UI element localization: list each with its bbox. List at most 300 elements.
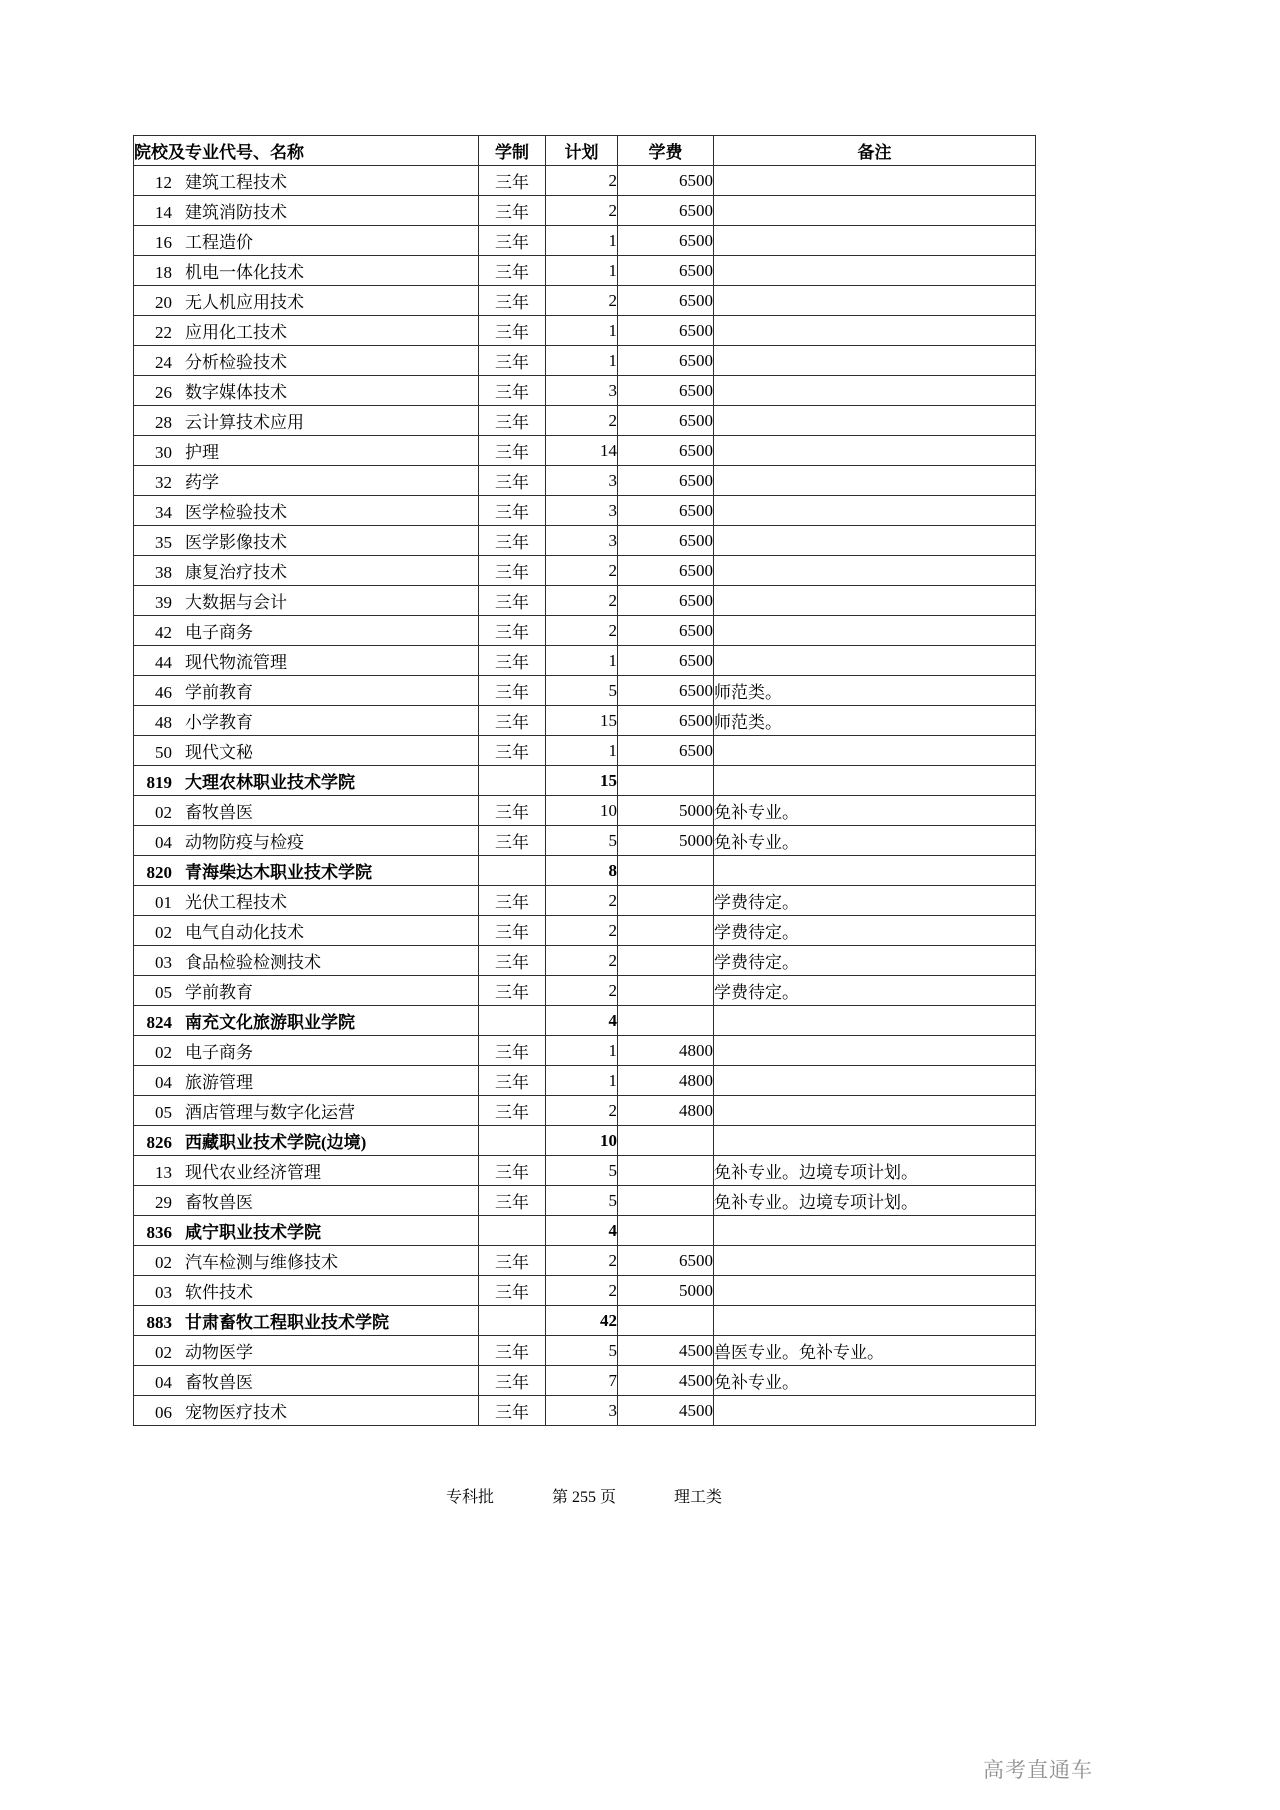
duration-cell: 三年	[479, 196, 546, 226]
tuition-cell: 6500	[618, 676, 714, 706]
major-code: 04	[155, 1073, 172, 1092]
major-row	[134, 946, 1036, 976]
major-row	[134, 1186, 1036, 1216]
plan-cell: 4	[546, 1006, 618, 1036]
duration-cell: 三年	[479, 406, 546, 436]
major-name: 大数据与会计	[185, 593, 287, 612]
major-row	[134, 316, 1036, 346]
tuition-cell: 6500	[618, 586, 714, 616]
code-name-cell	[134, 166, 479, 196]
major-code: 13	[155, 1163, 172, 1182]
code-name-cell	[134, 1126, 479, 1156]
plan-cell: 15	[546, 706, 618, 736]
major-name: 工程造价	[185, 233, 253, 252]
major-name: 酒店管理与数字化运营	[185, 1103, 355, 1122]
code-name-cell	[134, 706, 479, 736]
plan-cell: 3	[546, 466, 618, 496]
tuition-cell: 6500	[618, 526, 714, 556]
tuition-cell: 6500	[618, 346, 714, 376]
note-cell	[714, 1036, 1036, 1066]
institution-row	[134, 766, 1036, 796]
major-name: 现代物流管理	[185, 653, 287, 672]
plan-cell: 5	[546, 826, 618, 856]
note-cell	[714, 406, 1036, 436]
note-cell	[714, 256, 1036, 286]
plan-cell: 8	[546, 856, 618, 886]
code-name-cell	[134, 886, 479, 916]
major-name: 无人机应用技术	[185, 293, 304, 312]
footer-batch: 专科批	[445, 1489, 494, 1506]
plan-cell: 1	[546, 646, 618, 676]
plan-cell: 2	[546, 976, 618, 1006]
tuition-cell	[618, 1156, 714, 1186]
major-row	[134, 1156, 1036, 1186]
major-name: 畜牧兽医	[185, 803, 253, 822]
code-name-cell	[134, 1246, 479, 1276]
plan-cell: 14	[546, 436, 618, 466]
major-name: 云计算技术应用	[185, 413, 304, 432]
duration-cell: 三年	[479, 616, 546, 646]
plan-cell: 2	[546, 946, 618, 976]
header-plan: 计划	[546, 136, 618, 166]
major-row	[134, 916, 1036, 946]
duration-cell: 三年	[479, 346, 546, 376]
tuition-cell: 6500	[618, 256, 714, 286]
note-cell: 免补专业。	[714, 1366, 1036, 1396]
header-code-name: 院校及专业代号、名称	[134, 136, 479, 166]
major-row	[134, 1096, 1036, 1126]
major-row	[134, 976, 1036, 1006]
major-row	[134, 286, 1036, 316]
note-cell: 学费待定。	[714, 976, 1036, 1006]
major-row	[134, 556, 1036, 586]
institution-name: 大理农林职业技术学院	[185, 773, 355, 792]
tuition-cell: 6500	[618, 616, 714, 646]
institution-row	[134, 1306, 1036, 1336]
code-name-cell	[134, 826, 479, 856]
plan-cell: 2	[546, 406, 618, 436]
major-code: 50	[155, 743, 172, 762]
tuition-cell	[618, 1126, 714, 1156]
major-row	[134, 1036, 1036, 1066]
major-name: 学前教育	[185, 683, 253, 702]
duration-cell: 三年	[479, 1336, 546, 1366]
major-code: 02	[155, 1343, 172, 1362]
duration-cell: 三年	[479, 496, 546, 526]
tuition-cell: 4800	[618, 1066, 714, 1096]
code-name-cell	[134, 646, 479, 676]
duration-cell: 三年	[479, 556, 546, 586]
tuition-cell: 6500	[618, 1246, 714, 1276]
tuition-cell: 6500	[618, 226, 714, 256]
duration-cell: 三年	[479, 646, 546, 676]
major-name: 汽车检测与维修技术	[185, 1253, 338, 1272]
tuition-cell: 6500	[618, 706, 714, 736]
code-name-cell	[134, 1276, 479, 1306]
major-code: 32	[155, 473, 172, 492]
major-row	[134, 1336, 1036, 1366]
plan-cell: 10	[546, 1126, 618, 1156]
code-name-cell	[134, 1036, 479, 1066]
major-row	[134, 586, 1036, 616]
major-name: 光伏工程技术	[185, 893, 287, 912]
code-name-cell	[134, 1186, 479, 1216]
major-name: 软件技术	[185, 1283, 253, 1302]
duration-cell: 三年	[479, 886, 546, 916]
major-code: 34	[155, 503, 172, 522]
institution-name: 甘肃畜牧工程职业技术学院	[185, 1313, 389, 1332]
note-cell: 免补专业。	[714, 826, 1036, 856]
duration-cell: 三年	[479, 1096, 546, 1126]
header-note: 备注	[714, 136, 1036, 166]
plan-cell: 1	[546, 1066, 618, 1096]
major-row	[134, 346, 1036, 376]
tuition-cell: 4800	[618, 1096, 714, 1126]
duration-cell: 三年	[479, 1066, 546, 1096]
plan-cell: 42	[546, 1306, 618, 1336]
major-name: 建筑消防技术	[185, 203, 287, 222]
major-name: 动物医学	[185, 1343, 253, 1362]
note-cell: 学费待定。	[714, 886, 1036, 916]
duration-cell: 三年	[479, 796, 546, 826]
duration-cell: 三年	[479, 1186, 546, 1216]
major-code: 29	[155, 1193, 172, 1212]
institution-code: 824	[146, 1013, 172, 1032]
note-cell: 免补专业。	[714, 796, 1036, 826]
code-name-cell	[134, 616, 479, 646]
code-name-cell	[134, 1156, 479, 1186]
major-code: 05	[155, 983, 172, 1002]
note-cell	[714, 856, 1036, 886]
major-row	[134, 466, 1036, 496]
major-code: 03	[155, 953, 172, 972]
major-code: 02	[155, 1253, 172, 1272]
code-name-cell	[134, 1306, 479, 1336]
plan-cell: 5	[546, 1336, 618, 1366]
major-code: 02	[155, 1043, 172, 1062]
institution-code: 826	[146, 1133, 172, 1152]
major-code: 04	[155, 1373, 172, 1392]
major-name: 电子商务	[185, 1043, 253, 1062]
major-row	[134, 1276, 1036, 1306]
major-code: 02	[155, 923, 172, 942]
admission-plan-table	[133, 135, 1036, 1426]
major-code: 20	[155, 293, 172, 312]
major-code: 39	[155, 593, 172, 612]
duration-cell: 三年	[479, 226, 546, 256]
note-cell	[714, 376, 1036, 406]
duration-cell: 三年	[479, 1276, 546, 1306]
footer-page: 第 255 页	[551, 1489, 616, 1506]
note-cell	[714, 586, 1036, 616]
duration-cell: 三年	[479, 826, 546, 856]
duration-cell: 三年	[479, 946, 546, 976]
note-cell: 师范类。	[714, 676, 1036, 706]
duration-cell: 三年	[479, 286, 546, 316]
watermark: 高考直通车	[983, 1759, 1093, 1782]
code-name-cell	[134, 1066, 479, 1096]
tuition-cell	[618, 886, 714, 916]
tuition-cell: 6500	[618, 736, 714, 766]
major-name: 电子商务	[185, 623, 253, 642]
plan-cell: 2	[546, 556, 618, 586]
duration-cell: 三年	[479, 916, 546, 946]
tuition-cell	[618, 1306, 714, 1336]
plan-cell: 3	[546, 526, 618, 556]
code-name-cell	[134, 946, 479, 976]
table-body	[134, 166, 1036, 1426]
code-name-cell	[134, 1396, 479, 1426]
duration-cell: 三年	[479, 166, 546, 196]
major-code: 35	[155, 533, 172, 552]
tuition-cell: 4500	[618, 1396, 714, 1426]
note-cell: 学费待定。	[714, 916, 1036, 946]
major-code: 04	[155, 833, 172, 852]
code-name-cell	[134, 526, 479, 556]
major-code: 44	[155, 653, 172, 672]
note-cell: 师范类。	[714, 706, 1036, 736]
major-code: 18	[155, 263, 172, 282]
duration-cell: 三年	[479, 1366, 546, 1396]
major-row	[134, 796, 1036, 826]
major-row	[134, 166, 1036, 196]
major-row	[134, 706, 1036, 736]
duration-cell: 三年	[479, 526, 546, 556]
note-cell	[714, 316, 1036, 346]
major-code: 02	[155, 803, 172, 822]
plan-cell: 2	[546, 916, 618, 946]
note-cell	[714, 196, 1036, 226]
duration-cell	[479, 1006, 546, 1036]
code-name-cell	[134, 556, 479, 586]
page-footer	[133, 1484, 1035, 1507]
major-code: 42	[155, 623, 172, 642]
tuition-cell	[618, 916, 714, 946]
major-row	[134, 1366, 1036, 1396]
duration-cell	[479, 856, 546, 886]
note-cell	[714, 1216, 1036, 1246]
note-cell	[714, 1006, 1036, 1036]
institution-row	[134, 1126, 1036, 1156]
code-name-cell	[134, 1006, 479, 1036]
header-row	[134, 136, 1036, 166]
plan-cell: 2	[546, 1246, 618, 1276]
code-name-cell	[134, 376, 479, 406]
plan-cell: 1	[546, 256, 618, 286]
major-row	[134, 226, 1036, 256]
major-name: 康复治疗技术	[185, 563, 287, 582]
tuition-cell: 4800	[618, 1036, 714, 1066]
duration-cell	[479, 1126, 546, 1156]
major-name: 现代农业经济管理	[185, 1163, 321, 1182]
code-name-cell	[134, 466, 479, 496]
note-cell	[714, 736, 1036, 766]
note-cell	[714, 436, 1036, 466]
major-row	[134, 826, 1036, 856]
major-name: 医学检验技术	[185, 503, 287, 522]
code-name-cell	[134, 436, 479, 466]
major-name: 现代文秘	[185, 743, 253, 762]
major-row	[134, 676, 1036, 706]
major-row	[134, 376, 1036, 406]
note-cell	[714, 526, 1036, 556]
note-cell: 免补专业。边境专项计划。	[714, 1156, 1036, 1186]
duration-cell: 三年	[479, 376, 546, 406]
major-code: 30	[155, 443, 172, 462]
major-code: 48	[155, 713, 172, 732]
code-name-cell	[134, 976, 479, 1006]
major-name: 应用化工技术	[185, 323, 287, 342]
institution-row	[134, 1216, 1036, 1246]
major-row	[134, 616, 1036, 646]
footer-category: 理工类	[674, 1489, 723, 1506]
major-code: 46	[155, 683, 172, 702]
duration-cell: 三年	[479, 1156, 546, 1186]
tuition-cell	[618, 976, 714, 1006]
institution-code: 883	[146, 1313, 172, 1332]
institution-code: 819	[146, 773, 172, 792]
tuition-cell: 6500	[618, 496, 714, 526]
note-cell: 免补专业。边境专项计划。	[714, 1186, 1036, 1216]
plan-cell: 2	[546, 586, 618, 616]
major-row	[134, 406, 1036, 436]
institution-name: 咸宁职业技术学院	[185, 1223, 321, 1242]
code-name-cell	[134, 316, 479, 346]
major-row	[134, 436, 1036, 466]
code-name-cell	[134, 1336, 479, 1366]
tuition-cell	[618, 856, 714, 886]
plan-cell: 2	[546, 286, 618, 316]
plan-cell: 2	[546, 1276, 618, 1306]
duration-cell: 三年	[479, 1036, 546, 1066]
tuition-cell	[618, 766, 714, 796]
major-name: 食品检验检测技术	[185, 953, 321, 972]
duration-cell: 三年	[479, 676, 546, 706]
code-name-cell	[134, 676, 479, 706]
institution-row	[134, 1006, 1036, 1036]
code-name-cell	[134, 346, 479, 376]
major-code: 12	[155, 173, 172, 192]
duration-cell	[479, 1216, 546, 1246]
plan-cell: 1	[546, 346, 618, 376]
plan-cell: 5	[546, 676, 618, 706]
plan-cell: 5	[546, 1156, 618, 1186]
tuition-cell: 5000	[618, 826, 714, 856]
tuition-cell: 6500	[618, 196, 714, 226]
major-row	[134, 736, 1036, 766]
table-header	[134, 136, 1036, 166]
header-duration: 学制	[479, 136, 546, 166]
major-name: 医学影像技术	[185, 533, 287, 552]
tuition-cell: 5000	[618, 1276, 714, 1306]
major-name: 旅游管理	[185, 1073, 253, 1092]
major-code: 38	[155, 563, 172, 582]
code-name-cell	[134, 406, 479, 436]
note-cell	[714, 346, 1036, 376]
code-name-cell	[134, 1096, 479, 1126]
tuition-cell: 6500	[618, 466, 714, 496]
major-name: 电气自动化技术	[185, 923, 304, 942]
code-name-cell	[134, 286, 479, 316]
note-cell	[714, 766, 1036, 796]
note-cell	[714, 1306, 1036, 1336]
major-row	[134, 1066, 1036, 1096]
duration-cell: 三年	[479, 436, 546, 466]
plan-cell: 1	[546, 226, 618, 256]
note-cell	[714, 496, 1036, 526]
plan-cell: 5	[546, 1186, 618, 1216]
major-code: 22	[155, 323, 172, 342]
note-cell: 学费待定。	[714, 946, 1036, 976]
duration-cell: 三年	[479, 976, 546, 1006]
note-cell	[714, 166, 1036, 196]
plan-cell: 2	[546, 886, 618, 916]
major-row	[134, 646, 1036, 676]
duration-cell: 三年	[479, 586, 546, 616]
tuition-cell: 6500	[618, 286, 714, 316]
duration-cell: 三年	[479, 316, 546, 346]
code-name-cell	[134, 256, 479, 286]
tuition-cell: 6500	[618, 406, 714, 436]
major-code: 26	[155, 383, 172, 402]
tuition-cell: 6500	[618, 556, 714, 586]
note-cell	[714, 1096, 1036, 1126]
code-name-cell	[134, 226, 479, 256]
plan-cell: 15	[546, 766, 618, 796]
duration-cell: 三年	[479, 736, 546, 766]
major-row	[134, 256, 1036, 286]
note-cell	[714, 226, 1036, 256]
note-cell	[714, 646, 1036, 676]
code-name-cell	[134, 1216, 479, 1246]
duration-cell: 三年	[479, 256, 546, 286]
note-cell	[714, 1396, 1036, 1426]
major-name: 畜牧兽医	[185, 1193, 253, 1212]
code-name-cell	[134, 196, 479, 226]
major-name: 护理	[185, 443, 219, 462]
duration-cell: 三年	[479, 466, 546, 496]
major-code: 01	[155, 893, 172, 912]
duration-cell: 三年	[479, 1246, 546, 1276]
major-row	[134, 496, 1036, 526]
note-cell: 兽医专业。免补专业。	[714, 1336, 1036, 1366]
tuition-cell: 4500	[618, 1336, 714, 1366]
major-name: 建筑工程技术	[185, 173, 287, 192]
code-name-cell	[134, 586, 479, 616]
plan-cell: 7	[546, 1366, 618, 1396]
tuition-cell	[618, 946, 714, 976]
plan-cell: 2	[546, 1096, 618, 1126]
major-row	[134, 886, 1036, 916]
major-code: 05	[155, 1103, 172, 1122]
institution-name: 西藏职业技术学院(边境)	[185, 1133, 367, 1152]
plan-cell: 2	[546, 166, 618, 196]
plan-cell: 2	[546, 616, 618, 646]
tuition-cell	[618, 1006, 714, 1036]
plan-cell: 1	[546, 316, 618, 346]
major-code: 03	[155, 1283, 172, 1302]
tuition-cell: 4500	[618, 1366, 714, 1396]
tuition-cell: 5000	[618, 796, 714, 826]
code-name-cell	[134, 766, 479, 796]
tuition-cell	[618, 1186, 714, 1216]
major-name: 药学	[185, 473, 219, 492]
note-cell	[714, 1246, 1036, 1276]
duration-cell: 三年	[479, 1396, 546, 1426]
major-name: 畜牧兽医	[185, 1373, 253, 1392]
plan-cell: 10	[546, 796, 618, 826]
note-cell	[714, 466, 1036, 496]
